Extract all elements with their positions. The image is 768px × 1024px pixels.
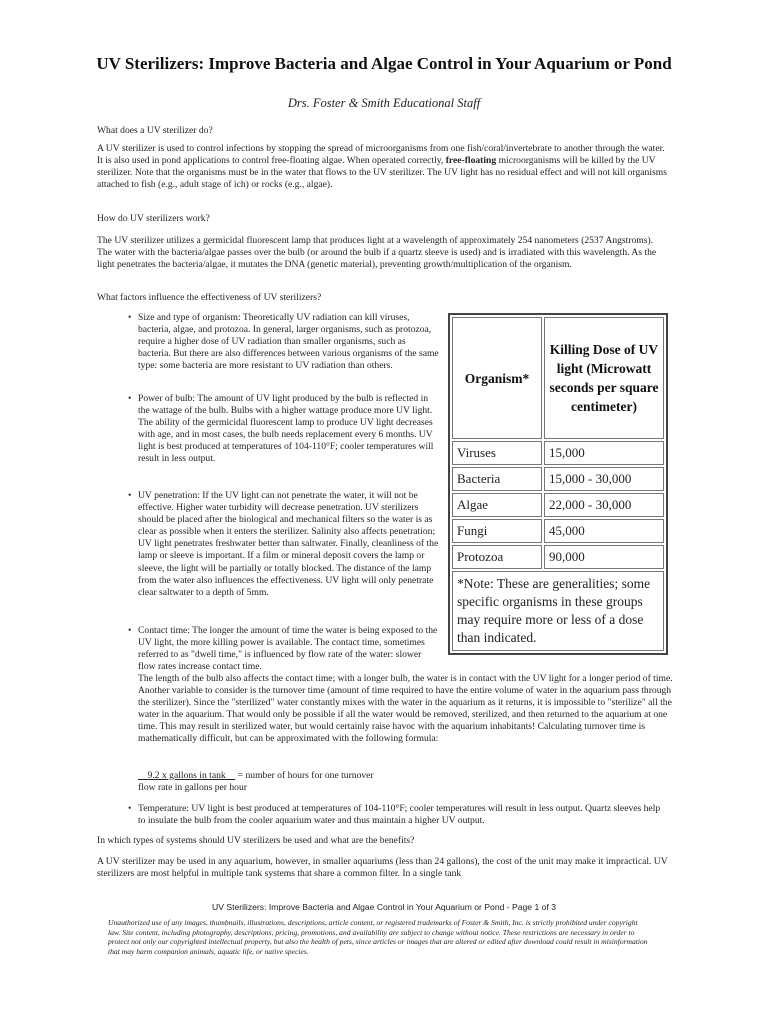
dose-cell: 22,000 - 30,000 [544,493,664,517]
table-row [452,545,664,569]
question-text: How do UV sterilizers work? [97,213,210,224]
column-header-organism: Organism* [452,317,542,439]
bullet-temperature [128,803,668,827]
paragraph-which-systems [97,856,669,880]
bullet-text: • Contact time: The longer the amount of time the water is being exposed to the UV light, the more killing power is available. The contact time, sometimes referred to as "dwell time," is influenced by flow rate of the water: slower flow rates increase contact time. [128,625,440,673]
bullet-size-type [128,312,440,372]
organism-cell: Protozoa [452,545,542,569]
dose-cell: 15,000 - 30,000 [544,467,664,491]
bullet-text: • Power of bulb: The amount of UV light produced by the bulb is reflected in the wattage of the bulb. Bulbs with a higher wattage produce more UV light. The ability of the germicidal fluorescent lamp to produce UV light decreases with age, and in most cases, the bulb needs replacement every 6 months. UV light is best produced at temperatures of 104-110°F; cooler temperatures will result in less output. [128,393,440,466]
organism-cell: Viruses [452,441,542,465]
organism-cell: Fungi [452,519,542,543]
table-row [452,441,664,465]
table-note-row [452,571,664,651]
dose-cell: 90,000 [544,545,664,569]
table-header-row [452,317,664,439]
document-subtitle: Drs. Foster & Smith Educational Staff [287,96,481,110]
bullet-power [128,393,440,466]
organism-cell: Algae [452,493,542,517]
question-how-work [97,213,669,225]
bullet-contact-time [128,625,440,673]
bullet-text: • UV penetration: If the UV light can not penetrate the water, it will not be effective. Higher water turbidity will decrease penetration. UV sterilizers should be placed after the biological and mechanical filters so the water is as clear as possible when it enters the sterilizer. Salinity also affects penetration; UV light penetrates freshwater better than saltwater. Finally, cleanliness of the lamp or sleeve is important. If a film or mineral deposit covers the lamp or sleeve, the light will be partially or totally blocked. The distance of the lamp from the water also influences the effectiveness. UV light will only penetrate clear saltwater to a depth of 5mm. [128,490,440,599]
formula-line [138,770,374,782]
paragraph-text [97,143,669,191]
paragraph-text: The length of the bulb also affects the contact time; with a longer bulb, the water is in contact with the UV light for a longer period of time. Another variable to consider is the turnover time (amount of time required to have the entire volume of water in the aquarium pass through the sterilizer). Since the "sterilized" water constantly mixes with the water in the aquarium as it returns, it is impossible to "sterilize" all the water in the aquarium. That would only be possible if all the water would be removed, sterilized, and then returned to the aquarium at one time. This may result in sterilized water, but would certainly raise havoc with the aquarium inhabitants! Calculating turnover time is mathematically difficult, but can be approximated with the following formula: [138,673,673,745]
paragraph-how-work [97,235,669,271]
formula-numerator-text: 9.2 x gallons in tank [147,770,226,781]
paragraph-text: A UV sterilizer may be used in any aquarium, however, in smaller aquariums (less than 24 gallons), the cost of the unit may make it impractical. UV sterilizers are most helpful in multiple tank systems that share a common filter. In a single tank [97,856,668,880]
column-header-dose: Killing Dose of UV light (Microwatt seconds per square centimeter) [544,317,664,439]
question-which-systems [97,835,669,847]
paragraph-what-does [97,143,669,191]
dose-cell: 15,000 [544,441,664,465]
organism-cell: Bacteria [452,467,542,491]
table-row [452,467,664,491]
bullet-penetration [128,490,440,599]
question-factors [97,292,669,304]
bullet-body: Temperature: UV light is best produced at temperatures of 104-110°F; cooler temperatures will result in less output. Quartz sleeves help to insulate the bulb from the cooler aquarium water and thus maintain a higher UV output. [138,803,661,827]
turnover-formula [138,770,374,794]
copyright-disclaimer: Unauthorized use of any images, thumbnails, illustrations, descriptions, article content, or registered trademarks of Foster & Smith, Inc. is strictly prohibited under copyright law. Site content, including photography, descriptions, pricing, promotions, and availability are subject to change without notice. These restrictions are necessary in order to protect not only our copyrighted intellectual property, but also the health of pets, since articles or images that are altered or edited after download could result in misinformation that may harm companion animals, aquatic life, or native species. [108,918,648,956]
table-row [452,519,664,543]
bold-term: free-floating [445,155,497,167]
paragraph-segment: A UV sterilizer is used to control infections by stopping the spread of microorganisms from one fish/coral/invertebrate to another through the water. It is also used in pond applications to control free-floating algae. When operated correctly, [97,143,665,167]
killing-dose-table [448,313,668,655]
contact-time-continuation [138,673,678,746]
formula-result: = number of hours for one turnover [235,770,374,781]
question-text: In which types of systems should UV sterilizers be used and what are the benefits? [97,835,415,846]
question-text: What does a UV sterilizer do? [97,125,213,136]
table-note: *Note: These are generalities; some specific organisms in these groups may require more or less of a dose than indicated. [452,571,664,651]
bullet-text [128,803,668,827]
question-text: What factors influence the effectiveness of UV sterilizers? [97,292,322,303]
dose-cell: 45,000 [544,519,664,543]
paragraph-text: The UV sterilizer utilizes a germicidal fluorescent lamp that produces light at a wavelength of approximately 254 nanometers (2537 Angstroms). The water with the bacteria/algae passes over the bulb (or around the bulb if a quartz sleeve is used) and is irradiated with this wavelength. As the light penetrates the bacteria/algae, it mutates the DNA (genetic material), preventing growth/multiplication of the organism. [97,235,657,271]
page-footer-title: UV Sterilizers: Improve Bacteria and Algae Control in Your Aquarium or Pond - Page 1 of 3 [212,902,556,912]
question-what-does [97,125,669,137]
document-title: UV Sterilizers: Improve Bacteria and Algae Control in Your Aquarium or Pond [96,54,672,73]
formula-numerator [138,770,235,781]
bullet-marker: • [128,803,132,814]
bullet-text: • Size and type of organism: Theoretically UV radiation can kill viruses, bacteria, algae, and protozoa. In general, larger organisms, such as protozoa, require a higher dose of UV radiation than smaller organisms, such as bacteria. But there are also differences between various organisms of the same type: some bacteria are more resistant to UV radiation than others. [128,312,440,372]
paragraph-segment: microorganisms will be killed by the UV sterilizer. Note that the organisms must be in the water that flows to the UV sterilizer. The UV light has no residual effect and will not kill organisms attached to fish (e.g., adult stage of ich) or rocks (e.g., algae). [97,155,667,191]
formula-denominator: flow rate in gallons per hour [138,782,247,793]
table-row [452,493,664,517]
